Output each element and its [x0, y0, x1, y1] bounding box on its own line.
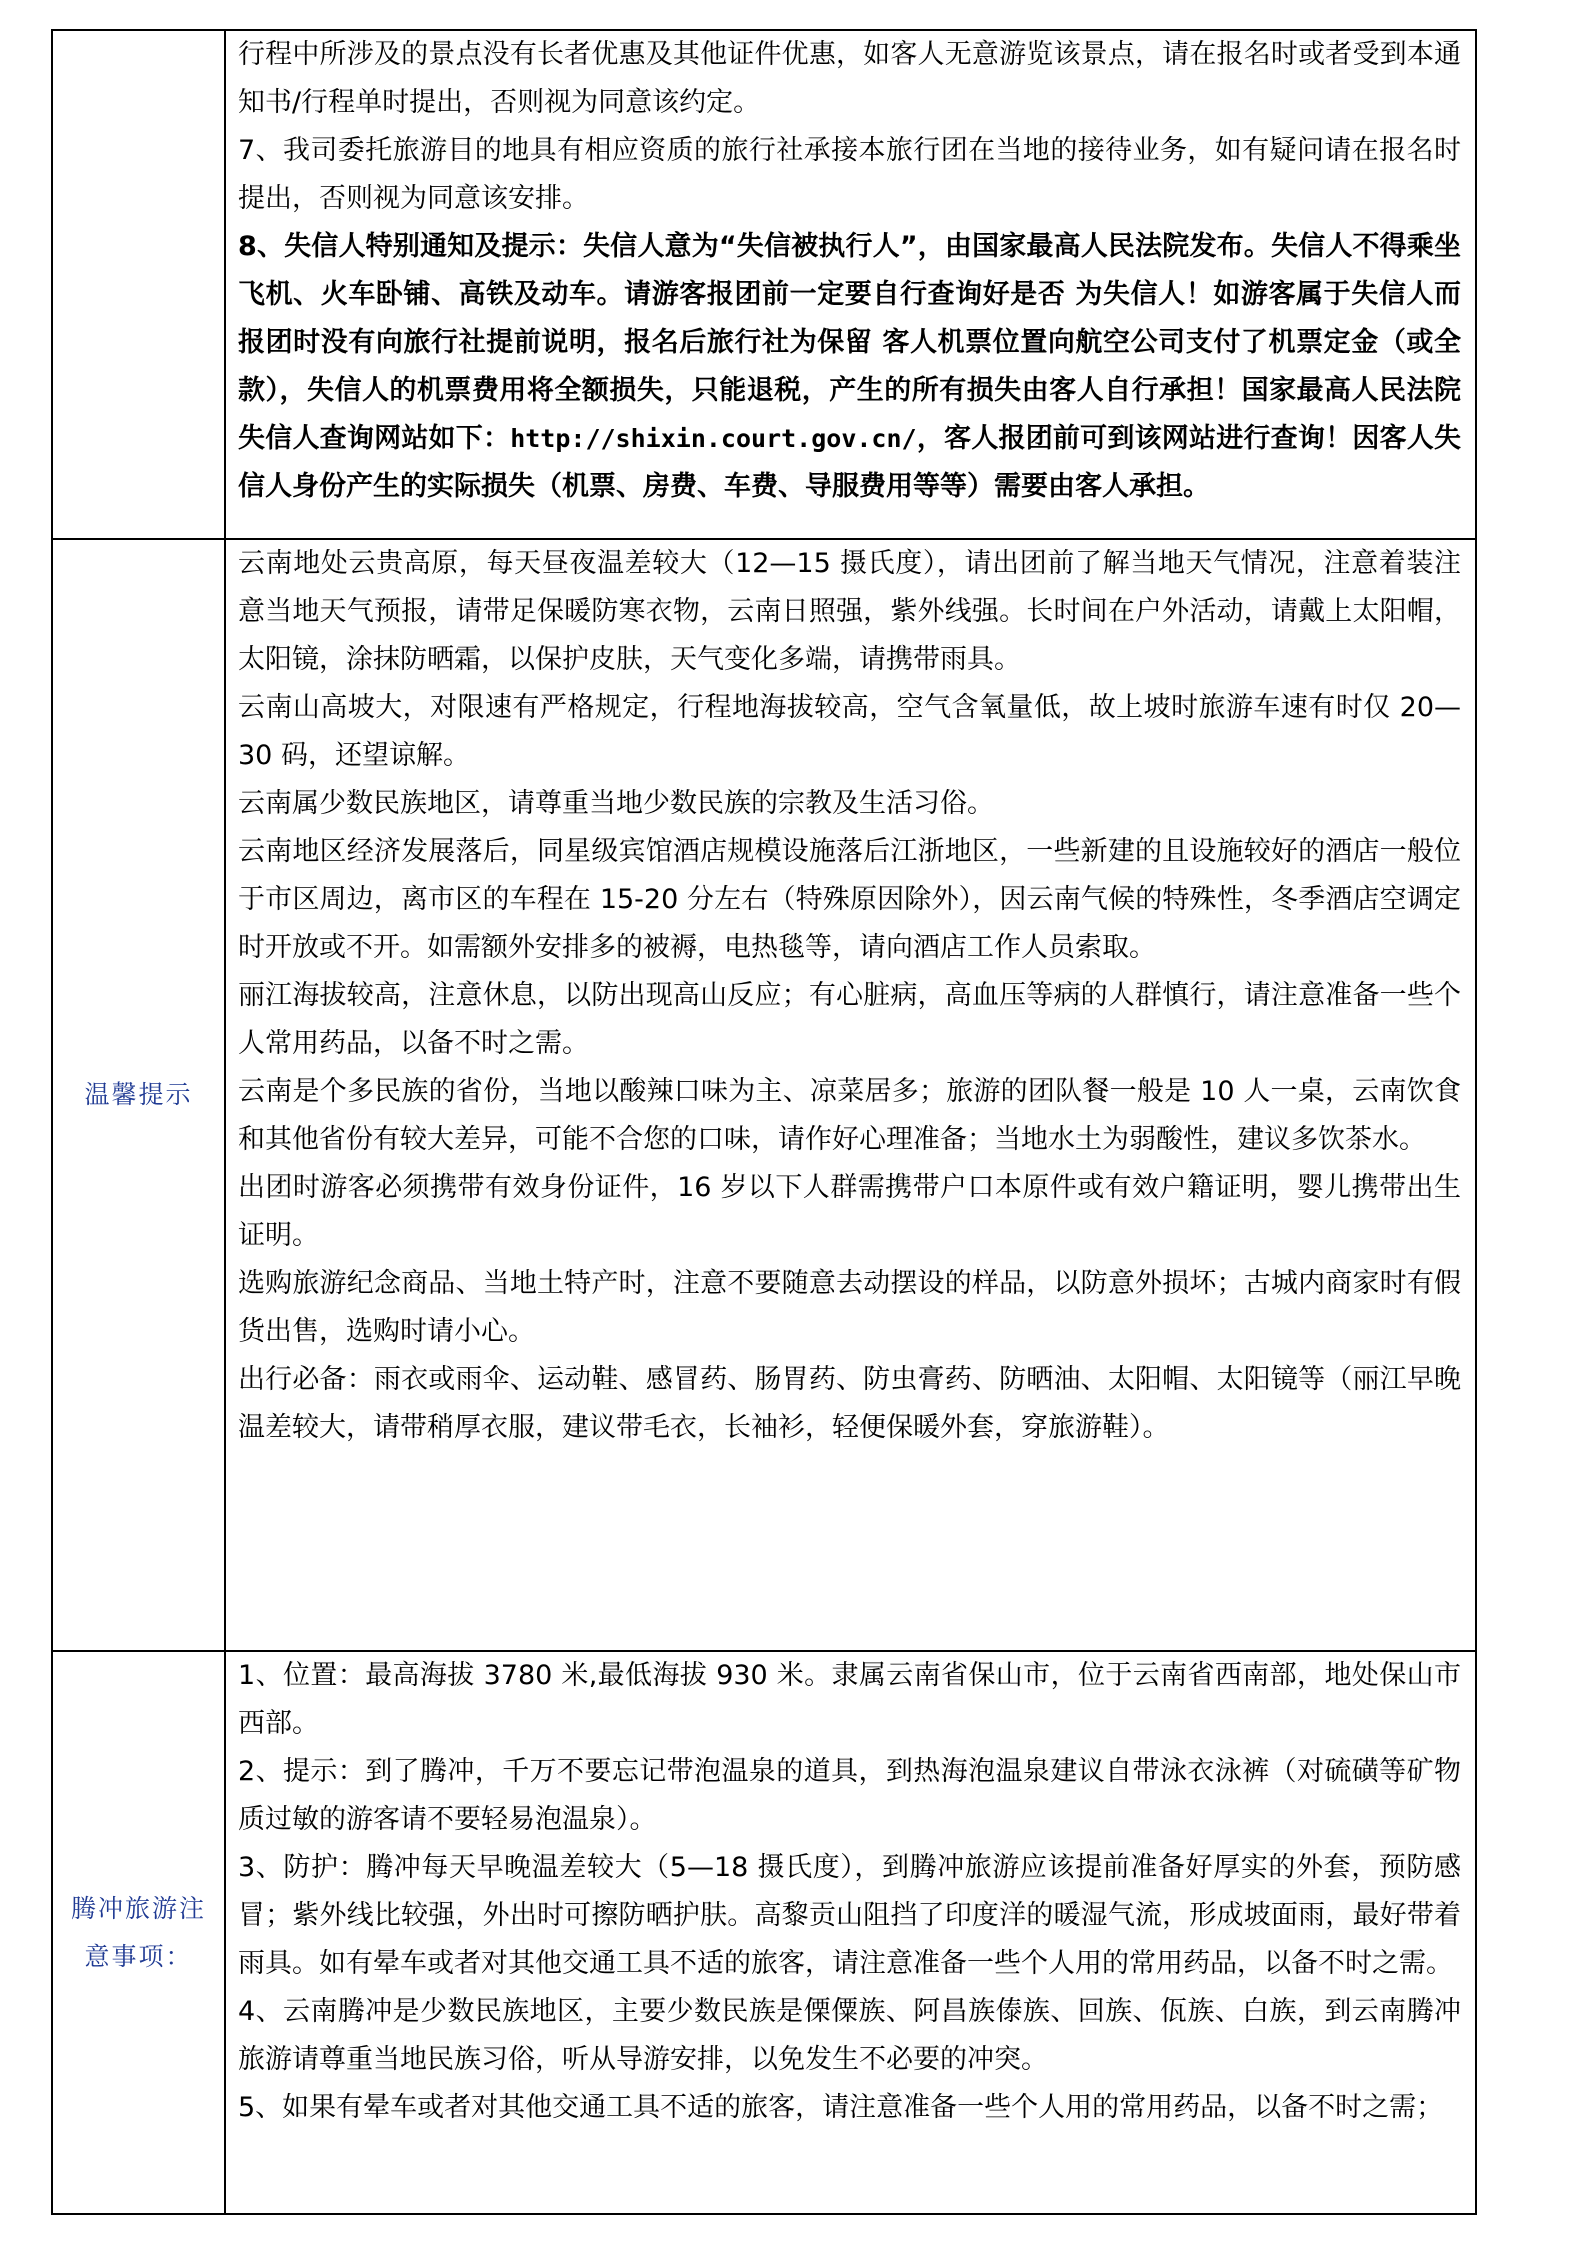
itinerary-notes-table	[51, 29, 1477, 2215]
paragraph: 1、位置：最高海拔 3780 米,最低海拔 930 米。隶属云南省保山市，位于云南省西南部，地处保山市西部。	[238, 1660, 1461, 1739]
paragraph: 出行必备：雨衣或雨伞、运动鞋、感冒药、肠胃药、防虫膏药、防晒油、太阳帽、太阳镜等（丽江早晚温差较大，请带稍厚衣服，建议带毛衣，长袖衫，轻便保暖外套，穿旅游鞋）。	[238, 1364, 1461, 1443]
paragraph: 丽江海拔较高，注意休息，以防出现高山反应；有心脏病，高血压等病的人群慎行，请注意准备一些个人常用药品，以备不时之需。	[238, 980, 1461, 1059]
paragraph: 云南地处云贵高原，每天昼夜温差较大（12—15 摄氏度），请出团前了解当地天气情况，注意着装注意当地天气预报，请带足保暖防寒衣物，云南日照强，紫外线强。长时间在户外活动，请戴上太阳帽，太阳镜，涂抹防晒霜，以保护皮肤，天气变化多端，请携带雨具。	[238, 548, 1461, 675]
row-label-cell	[52, 539, 225, 1651]
paragraph: 云南地区经济发展落后，同星级宾馆酒店规模设施落后江浙地区，一些新建的且设施较好的酒店一般位于市区周边，离市区的车程在 15-20 分左右（特殊原因除外），因云南气候的特殊性，冬季酒店空调定时开放或不开。如需额外安排多的被褥，电热毯等，请向酒店工作人员索取。	[238, 836, 1461, 963]
blacklist-notice-paragraph	[238, 223, 1461, 511]
row-content-cell	[225, 1651, 1476, 2214]
row-label-cell-empty	[52, 30, 225, 539]
row-content-cell	[225, 30, 1476, 539]
table-row	[52, 30, 1476, 539]
paragraph: 出团时游客必须携带有效身份证件，16 岁以下人群需携带户口本原件或有效户籍证明，婴儿携带出生证明。	[238, 1172, 1461, 1251]
row-label-warm-tips: 温馨提示	[84, 1080, 193, 1109]
paragraph: 7、我司委托旅游目的地具有相应资质的旅行社承接本旅行团在当地的接待业务，如有疑问请在报名时提出，否则视为同意该安排。	[238, 135, 1461, 214]
court-website-url: http://shixin.court.gov.cn/	[510, 424, 917, 453]
row-label-cell	[52, 1651, 225, 2214]
paragraph: 云南山高坡大，对限速有严格规定，行程地海拔较高，空气含氧量低，故上坡时旅游车速有时仅 20—30 码，还望谅解。	[238, 692, 1461, 771]
blacklist-notice-text: 8、失信人特别通知及提示：失信人意为“失信被执行人”，由国家最高人民法院发布。失信人不得乘坐飞机、火车卧铺、高铁及动车。请游客报团前一定要自行查询好是否 为失信人！如游客属于失信人而报团时没有向旅行社提前说明，报名后旅行社为保留 客人机票位置向航空公司支付了机票定金（或全款），失信人的机票费用将全额损失，只能退税，产生的所有损失由客人自行承担！国家最高人民法院失信人查询网站如下：	[238, 231, 1461, 454]
paragraph: 云南是个多民族的省份，当地以酸辣口味为主、凉菜居多；旅游的团队餐一般是 10 人一桌，云南饮食和其他省份有较大差异，可能不合您的口味，请作好心理准备；当地水土为弱酸性，建议多饮茶水。	[238, 1076, 1461, 1155]
paragraph: 云南属少数民族地区，请尊重当地少数民族的宗教及生活习俗。	[238, 788, 994, 819]
paragraph: 3、防护：腾冲每天早晚温差较大（5—18 摄氏度），到腾冲旅游应该提前准备好厚实的外套，预防感冒；紫外线比较强，外出时可擦防晒护肤。高黎贡山阻挡了印度洋的暖湿气流，形成坡面雨，最好带着雨具。如有晕车或者对其他交通工具不适的旅客，请注意准备一些个人用的常用药品，以备不时之需。	[238, 1852, 1461, 1979]
paragraph: 行程中所涉及的景点没有长者优惠及其他证件优惠，如客人无意游览该景点，请在报名时或者受到本通知书/行程单时提出，否则视为同意该约定。	[238, 39, 1461, 118]
paragraph: 2、提示：到了腾冲，千万不要忘记带泡温泉的道具，到热海泡温泉建议自带泳衣泳裤（对硫磺等矿物质过敏的游客请不要轻易泡温泉）。	[238, 1756, 1461, 1835]
paragraph: 5、如果有晕车或者对其他交通工具不适的旅客，请注意准备一些个人用的常用药品，以备不时之需；	[238, 2092, 1444, 2123]
table-row	[52, 1651, 1476, 2214]
paragraph: 4、云南腾冲是少数民族地区，主要少数民族是傈僳族、阿昌族傣族、回族、佤族、白族，到云南腾冲旅游请尊重当地民族习俗，听从导游安排，以免发生不必要的冲突。	[238, 1996, 1461, 2075]
paragraph: 选购旅游纪念商品、当地土特产时，注意不要随意去动摆设的样品，以防意外损坏；古城内商家时有假货出售，选购时请小心。	[238, 1268, 1461, 1347]
table-row	[52, 539, 1476, 1651]
blacklist-notice-text-tail: ，客人报团前可到该网站进行查询！因客人失信人身份产生的实际损失（机票、房费、车费、导服费用等等）需要由客人承担。	[238, 423, 1461, 502]
row-label-tengchong-notes: 腾冲旅游注意事项：	[70, 1893, 206, 1971]
row-content-cell	[225, 539, 1476, 1651]
